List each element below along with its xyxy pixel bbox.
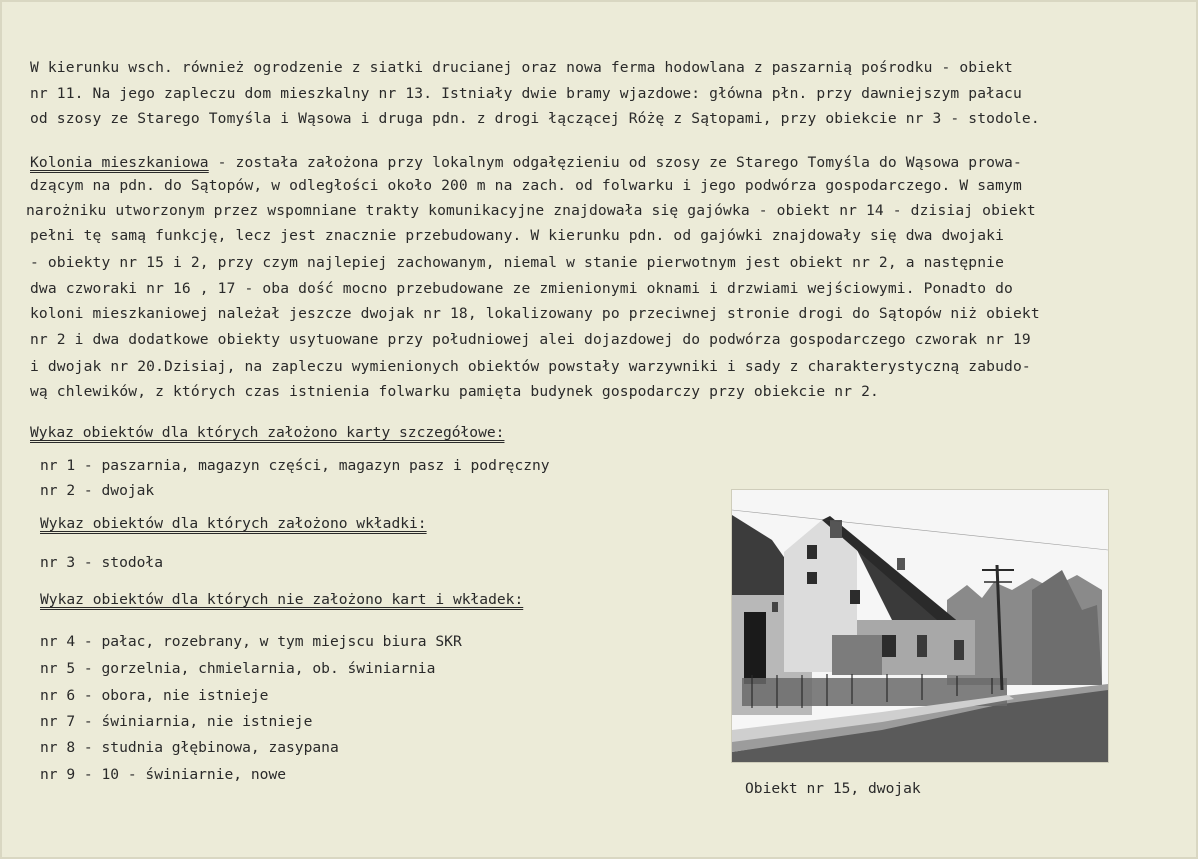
paragraph2-line-7: koloni mieszkaniowej należał jeszcze dwojak nr 18, lokalizowany po przeciwnej stronie drogi do Sątopów niż obiekt	[30, 305, 1040, 322]
section2-heading: Wykaz obiektów dla których założono wkładki:	[40, 515, 427, 532]
section1-item-1: nr 1 - paszarnia, magazyn części, magazyn pasz i podręczny	[40, 457, 550, 474]
section1-heading: Wykaz obiektów dla których założono karty szczegółowe:	[30, 424, 505, 441]
paragraph2-heading: Kolonia mieszkaniowa	[30, 154, 209, 171]
paragraph2-line-5: - obiekty nr 15 i 2, przy czym najlepiej zachowanym, niemal w stanie pierwotnym jest obiekt nr 2, a następnie	[30, 254, 1005, 271]
section3-item-4: nr 7 - świniarnia, nie istnieje	[40, 713, 313, 730]
section3-item-3: nr 6 - obora, nie istnieje	[40, 687, 269, 704]
paragraph2-line-9: i dwojak nr 20.Dzisiaj, na zapleczu wymienionych obiektów powstały warzywniki i sady z charakterystyczną zabudo-	[30, 358, 1031, 375]
section2-item-1: nr 3 - stodoła	[40, 554, 164, 571]
paragraph1-line-3: od szosy ze Starego Tomyśla i Wąsowa i druga pdn. z drogi łączącej Różę z Sątopami, przy obiekcie nr 3 - stodole.	[30, 110, 1040, 127]
paragraph2-line-6: dwa czworaki nr 16 , 17 - oba dość mocno przebudowane ze zmienionymi oknami i drzwiami wejściowymi. Ponadto do	[30, 280, 1013, 297]
paragraph2-first-line-rest: - została założona przy lokalnym odgałęzieniu od szosy ze Starego Tomyśla do Wąsowa prowa-	[208, 154, 1022, 171]
paragraph2-line-4: pełni tę samą funkcję, lecz jest znacznie przebudowany. W kierunku pdn. od gajówki znajdowały się dwa dwojaki	[30, 227, 1005, 244]
paragraph2-line-2: dzącym na pdn. do Sątopów, w odległości około 200 m na zach. od folwarku i jego podwórza gospodarczego. W samym	[30, 177, 1022, 194]
paragraph2-line-1	[30, 153, 1022, 173]
paragraph1-line-2: nr 11. Na jego zapleczu dom mieszkalny nr 13. Istniały dwie bramy wjazdowe: główna płn. przy dawniejszym pałacu	[30, 85, 1022, 102]
paragraph2-line-3: narożniku utworzonym przez wspomniane trakty komunikacyjne znajdowała się gajówka - obiekt nr 14 - dzisiaj obiekt	[26, 202, 1036, 219]
paragraph1-line-1: W kierunku wsch. również ogrodzenie z siatki drucianej oraz nowa ferma hodowlana z paszarnią pośrodku - obiekt	[30, 59, 1013, 76]
paragraph2-line-8: nr 2 i dwa dodatkowe obiekty usytuowane przy południowej alei dojazdowej do podwórza gospodarczego czworak nr 19	[30, 331, 1031, 348]
building-photo	[732, 490, 1108, 762]
section1-item-2: nr 2 - dwojak	[40, 482, 155, 499]
paragraph2-line-10: wą chlewików, z których czas istnienia folwarku pamięta budynek gospodarczy przy obiekcie nr 2.	[30, 383, 879, 400]
section3-item-1: nr 4 - pałac, rozebrany, w tym miejscu biura SKR	[40, 633, 462, 650]
section3-heading: Wykaz obiektów dla których nie założono kart i wkładek:	[40, 591, 524, 608]
section3-item-5: nr 8 - studnia głębinowa, zasypana	[40, 739, 339, 756]
photo-caption: Obiekt nr 15, dwojak	[745, 780, 921, 797]
section3-item-6: nr 9 - 10 - świniarnie, nowe	[40, 766, 287, 783]
section3-item-2: nr 5 - gorzelnia, chmielarnia, ob. świniarnia	[40, 660, 436, 677]
building-photo-drawing	[732, 490, 1108, 762]
